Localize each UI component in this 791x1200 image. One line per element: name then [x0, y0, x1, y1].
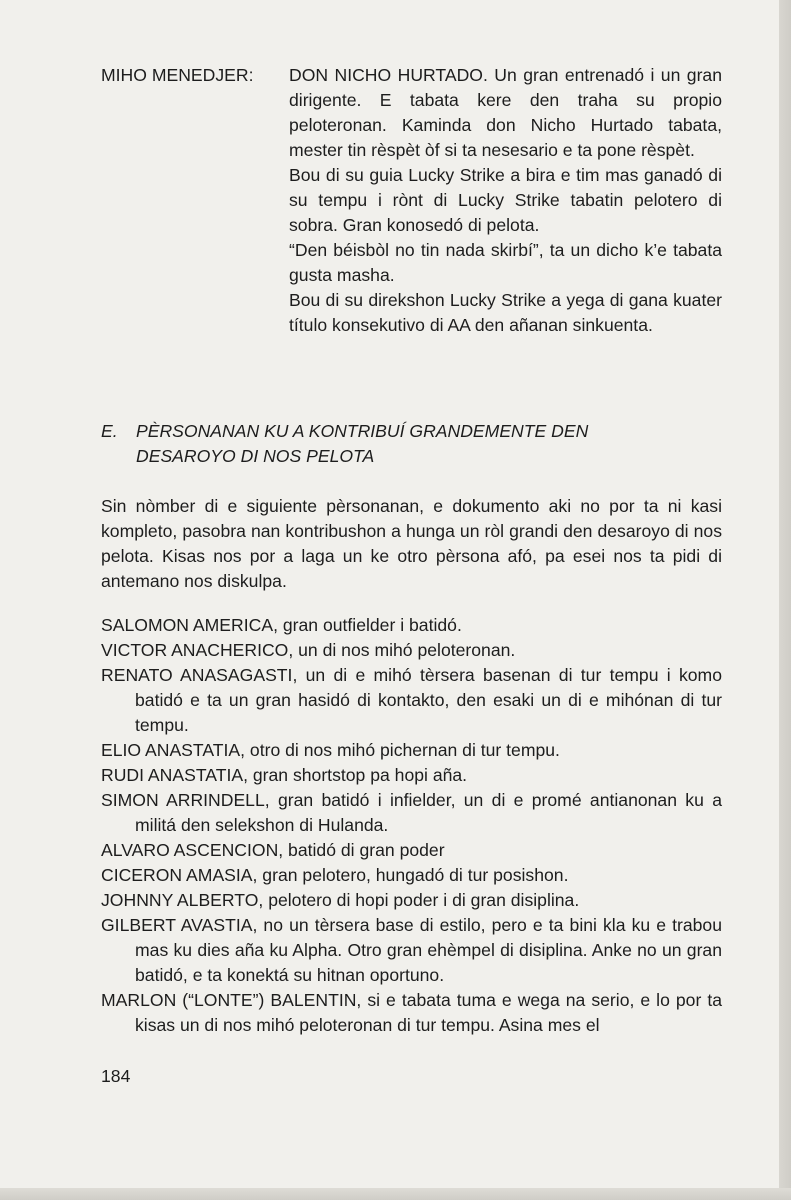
page-edge-right — [779, 0, 791, 1200]
list-item: VICTOR ANACHERICO, un di nos mihó peloteronan. — [101, 640, 516, 660]
intro-paragraph: “Den béisbòl no tin nada skirbí”, ta un dicho k’e tabata gusta masha. — [289, 240, 722, 285]
section-title-line: DESAROYO DI NOS PELOTA — [136, 446, 375, 466]
list-item: CICERON AMASIA, gran pelotero, hungadó di tur posishon. — [101, 865, 569, 885]
intro-paragraph: DON NICHO HURTADO. Un gran entrenadó i un gran dirigente. E tabata kere den traha su propio peloteronan. Kaminda don Nicho Hurtado tabata, mester tin rèspèt òf si ta nesesario e ta pone rèspèt. — [289, 65, 722, 160]
list-item: MARLON (“LONTE”) BALENTIN, si e tabata tuma e wega na serio, e lo por ta kisas un di nos mihó peloteronan di tur tempu. Asina mes el — [101, 990, 722, 1035]
list-item: GILBERT AVASTIA, no un tèrsera base di estilo, pero e ta bini kla ku e trabou mas ku dies aña ku Alpha. Otro gran ehèmpel di disiplina. Anke no un gran batidó, e ta konektá su hitnan oportuno. — [101, 915, 722, 985]
section-intro-paragraph: Sin nòmber di e siguiente pèrsonanan, e dokumento aki no por ta ni kasi kompleto, pasobra nan kontribushon a hunga un ròl grandi den desaroyo di nos pelota. Kisas nos por a laga un ke otro pèrsona afó, pa esei nos ta pidi di antemano nos diskulpa. — [101, 496, 722, 591]
heading-indent — [101, 444, 136, 469]
role-label: MIHO MENEDJER: — [101, 65, 254, 85]
player-list — [101, 613, 722, 1038]
list-item: SALOMON AMERICA, gran outfielder i batidó. — [101, 615, 462, 635]
page-number: 184 — [101, 1066, 131, 1086]
list-item: JOHNNY ALBERTO, pelotero di hopi poder i di gran disiplina. — [101, 890, 580, 910]
list-item: SIMON ARRINDELL, gran batidó i infielder, un di e promé antianonan ku a militá den selekshon di Hulanda. — [101, 790, 722, 835]
section-heading — [101, 419, 721, 469]
section-letter: E. — [101, 421, 118, 441]
page-edge-bottom — [0, 1188, 791, 1200]
section-title-line: PÈRSONANAN KU A KONTRIBUÍ GRANDEMENTE DEN — [136, 421, 589, 441]
intro-paragraph: Bou di su guia Lucky Strike a bira e tim mas ganadó di su tempu i rònt di Lucky Strike tabatin pelotero di sobra. Gran konosedó di pelota. — [289, 165, 722, 235]
list-item: RUDI ANASTATIA, gran shortstop pa hopi aña. — [101, 765, 468, 785]
intro-paragraph: Bou di su direkshon Lucky Strike a yega di gana kuater título konsekutivo di AA den añanan sinkuenta. — [289, 290, 722, 335]
manager-description — [289, 63, 722, 338]
list-item: RENATO ANASAGASTI, un di e mihó tèrsera basenan di tur tempu i komo batidó e ta un gran hasidó di kontakto, den esaki un di e mihónan di tur tempu. — [101, 665, 722, 735]
list-item: ELIO ANASTATIA, otro di nos mihó pichernan di tur tempu. — [101, 740, 560, 760]
list-item: ALVARO ASCENCION, batidó di gran poder — [101, 840, 445, 860]
